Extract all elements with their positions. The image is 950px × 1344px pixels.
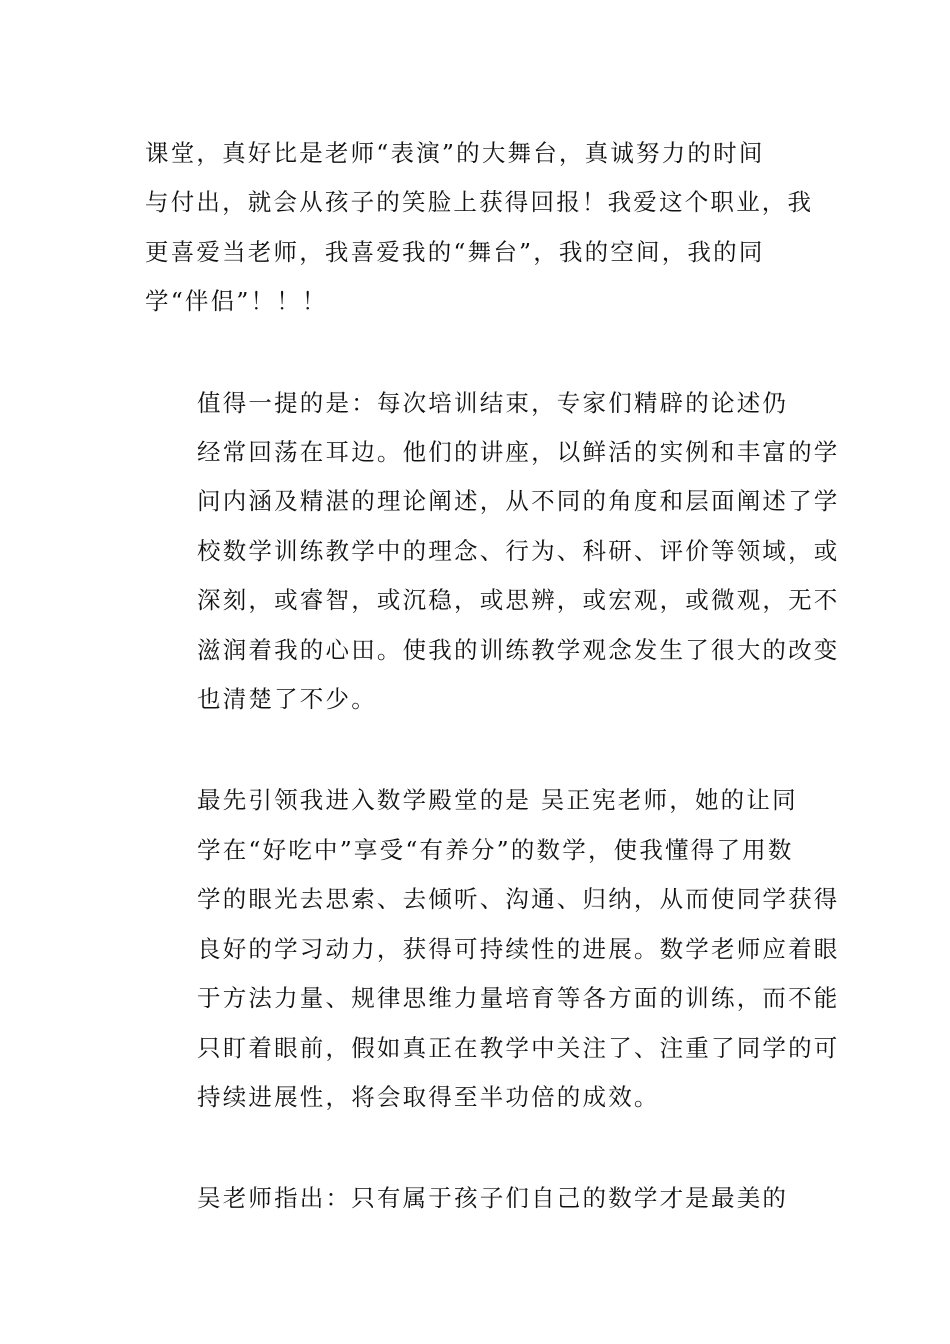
text-line: 只盯着眼前，假如真正在教学中关注了、注重了同学的可 xyxy=(197,1033,840,1062)
text-line: 于方法力量、规律思维力量培育等各方面的训练，而不能 xyxy=(197,984,840,1013)
text-line: 最先引领我进入数学殿堂的是 吴正宪老师，她的让同 xyxy=(197,786,798,815)
text-line: 更喜爱当老师，我喜爱我的“舞台”，我的空间，我的同 xyxy=(145,237,765,266)
paragraph-2 xyxy=(145,379,840,725)
paragraph-4 xyxy=(145,1174,807,1223)
text-line: 学在“好吃中”享受“有养分”的数学，使我懂得了用数 xyxy=(197,835,794,864)
text-line: 深刻，或睿智，或沉稳，或思辨，或宏观，或微观，无不 xyxy=(197,586,840,615)
text-line: 也清楚了不少。 xyxy=(197,685,377,714)
text-line: 学的眼光去思索、去倾听、沟通、归纳，从而使同学获得 xyxy=(197,885,840,914)
paragraph-1 xyxy=(145,129,814,327)
text-line: 经常回荡在耳边。他们的讲座，以鲜活的实例和丰富的学 xyxy=(197,438,840,467)
text-line: 滋润着我的心田。使我的训练教学观念发生了很大的改变 xyxy=(197,635,840,664)
text-line: 持续进展性，将会取得至半功倍的成效。 xyxy=(197,1082,660,1111)
text-line: 校数学训练教学中的理念、行为、科研、评价等领域，或 xyxy=(197,536,840,565)
text-line: 良好的学习动力，获得可持续性的进展。数学老师应着眼 xyxy=(197,934,840,963)
text-line: 课堂，真好比是老师“表演”的大舞台，真诚努力的时间 xyxy=(145,139,765,167)
text-line: 与付出，就会从孩子的笑脸上获得回报！我爱这个职业，我 xyxy=(145,188,814,217)
text-line: 学“伴侣”！！！ xyxy=(145,287,328,316)
text-line: 吴老师指出：只有属于孩子们自己的数学才是最美的 xyxy=(197,1184,789,1213)
text-line: 值得一提的是：每次培训结束，专家们精辟的论述仍 xyxy=(197,388,789,417)
document-body xyxy=(145,129,840,1224)
paragraph-3 xyxy=(145,776,840,1122)
text-line: 问内涵及精湛的理论阐述，从不同的角度和层面阐述了学 xyxy=(197,487,840,516)
